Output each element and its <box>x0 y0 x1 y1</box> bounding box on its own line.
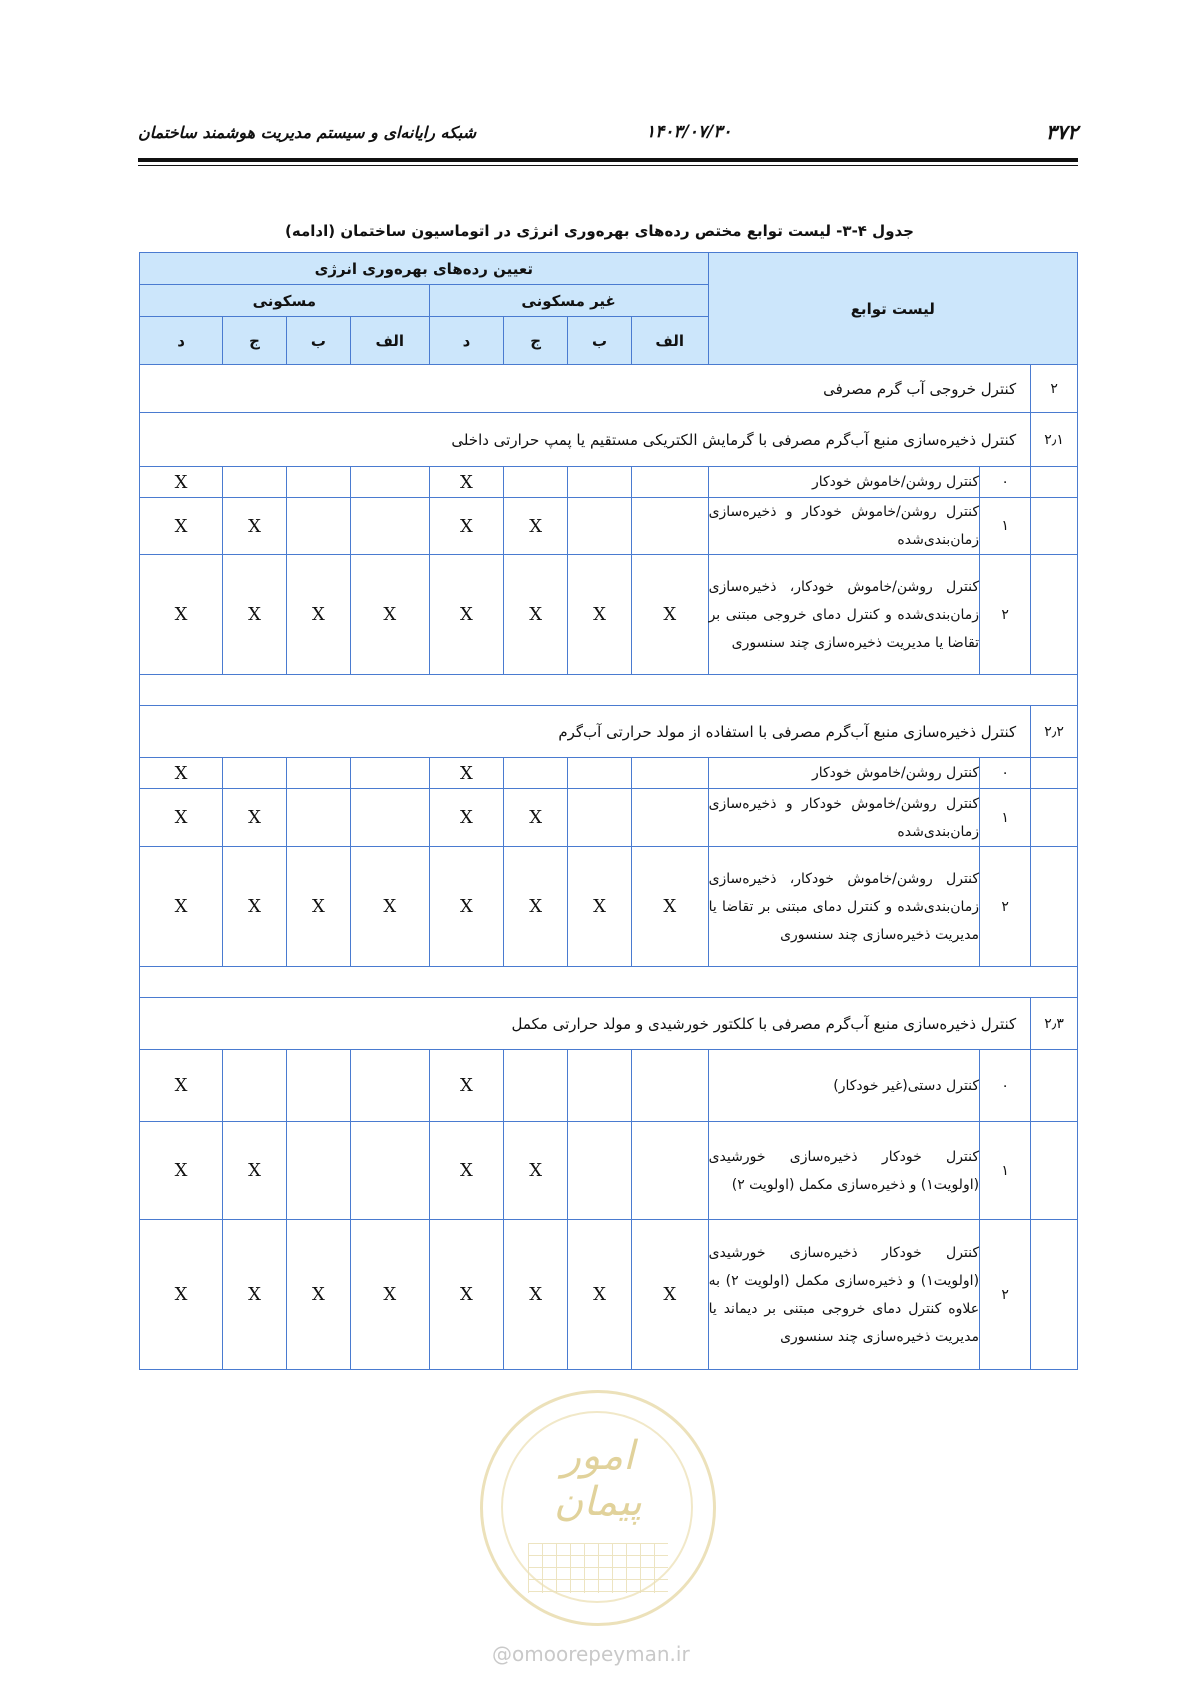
class-mark: X <box>223 847 287 967</box>
class-label: ب <box>287 317 351 365</box>
spacer-row <box>140 967 1078 998</box>
subsection-number: ۲٫۱ <box>1031 413 1078 467</box>
class-mark: X <box>140 1122 223 1220</box>
page-number: ۳۷۲ <box>1045 120 1078 144</box>
class-mark: X <box>350 1220 429 1370</box>
level-number: ۱ <box>980 789 1031 847</box>
class-label: ج <box>504 317 568 365</box>
class-label: الف <box>350 317 429 365</box>
class-mark: X <box>140 1050 223 1122</box>
class-mark: X <box>287 555 351 675</box>
page-header <box>138 120 1078 148</box>
class-mark: X <box>429 555 504 675</box>
class-mark: X <box>140 1220 223 1370</box>
class-mark: X <box>429 1122 504 1220</box>
class-mark: X <box>504 1122 568 1220</box>
class-mark: X <box>223 1220 287 1370</box>
class-mark: X <box>504 847 568 967</box>
non-residential-header: غیر مسکونی <box>429 285 708 317</box>
class-mark: X <box>631 1220 708 1370</box>
header-date: ۱۴۰۳/۰۷/۳۰ <box>646 122 732 142</box>
class-label: ج <box>223 317 287 365</box>
header-title: شبکه رایانه‌ای و سیستم مدیریت هوشمند ساختمان <box>138 123 477 142</box>
subsection-title: کنترل ذخیره‌سازی منبع آب‌گرم مصرفی با کلکتور خورشیدی و مولد حرارتی مکمل <box>140 998 1031 1050</box>
header-rule-thin <box>138 165 1078 166</box>
stamp-seal-logo <box>480 1390 716 1626</box>
class-mark: X <box>140 758 223 789</box>
class-mark: X <box>504 789 568 847</box>
class-mark: X <box>287 847 351 967</box>
subsection-number: ۲٫۳ <box>1031 998 1078 1050</box>
class-mark: X <box>429 467 504 498</box>
level-number: ۱ <box>980 498 1031 555</box>
section-number: ۲ <box>1031 365 1078 413</box>
function-description: کنترل روشن/خاموش خودکار <box>708 758 980 789</box>
level-number: ۰ <box>980 1050 1031 1122</box>
class-mark: X <box>504 498 568 555</box>
function-description: کنترل خودکار ذخیره‌سازی خورشیدی (اولویت۱) و ذخیره‌سازی مکمل (اولویت ۲) به علاوه کنترل دمای خروجی مبتنی بر دیماند یا مدیریت ذخیره‌سازی چند سنسوری <box>708 1220 980 1370</box>
functions-header: لیست توابع <box>708 253 1077 365</box>
class-label: الف <box>631 317 708 365</box>
class-mark: X <box>140 789 223 847</box>
class-mark: X <box>631 555 708 675</box>
seal-grid-pattern <box>528 1543 668 1593</box>
function-description: کنترل روشن/خاموش خودکار و ذخیره‌سازی زمان‌بندی‌شده <box>708 789 980 847</box>
seal-text: امور پیمان <box>554 1433 642 1525</box>
class-mark: X <box>223 555 287 675</box>
class-mark: X <box>140 467 223 498</box>
class-mark: X <box>140 847 223 967</box>
level-number: ۲ <box>980 555 1031 675</box>
class-mark: X <box>429 789 504 847</box>
class-mark: X <box>429 1050 504 1122</box>
function-description: کنترل روشن/خاموش خودکار <box>708 467 980 498</box>
class-label: د <box>140 317 223 365</box>
class-mark: X <box>568 847 632 967</box>
function-description: کنترل خودکار ذخیره‌سازی خورشیدی (اولویت۱) و ذخیره‌سازی مکمل (اولویت ۲) <box>708 1122 980 1220</box>
residential-header: مسکونی <box>140 285 430 317</box>
function-description: کنترل دستی(غیر خودکار) <box>708 1050 980 1122</box>
class-mark: X <box>631 847 708 967</box>
header-rule-thick <box>138 158 1078 162</box>
class-mark: X <box>140 498 223 555</box>
class-mark: X <box>429 847 504 967</box>
class-label: ب <box>568 317 632 365</box>
class-mark: X <box>140 555 223 675</box>
energy-class-table <box>139 252 1078 1370</box>
level-number: ۲ <box>980 847 1031 967</box>
class-mark: X <box>223 789 287 847</box>
class-mark: X <box>504 1220 568 1370</box>
class-mark: X <box>287 1220 351 1370</box>
class-mark: X <box>223 1122 287 1220</box>
class-mark: X <box>350 555 429 675</box>
class-mark: X <box>429 1220 504 1370</box>
level-number: ۰ <box>980 467 1031 498</box>
class-mark: X <box>223 498 287 555</box>
watermark-text: @omoorepeyman.ir <box>492 1642 690 1666</box>
class-mark: X <box>568 1220 632 1370</box>
class-label: د <box>429 317 504 365</box>
subsection-number: ۲٫۲ <box>1031 706 1078 758</box>
class-mark: X <box>568 555 632 675</box>
level-number: ۱ <box>980 1122 1031 1220</box>
class-mark: X <box>504 555 568 675</box>
level-number: ۰ <box>980 758 1031 789</box>
subsection-title: کنترل ذخیره‌سازی منبع آب‌گرم مصرفی با استفاده از مولد حرارتی آب‌گرم <box>140 706 1031 758</box>
table-caption: جدول ۴-۳- لیست توابع مختص رده‌های بهره‌وری انرژی در اتوماسیون ساختمان (ادامه) <box>285 222 914 240</box>
function-description: کنترل روشن/خاموش خودکار و ذخیره‌سازی زمان‌بندی‌شده <box>708 498 980 555</box>
section-title: کنترل خروجی آب گرم مصرفی <box>140 365 1031 413</box>
spacer-row <box>140 675 1078 706</box>
class-mark: X <box>429 758 504 789</box>
function-description: کنترل روشن/خاموش خودکار، ذخیره‌سازی زمان‌بندی‌شده و کنترل دمای مبتنی بر تقاضا یا مدیریت ذخیره‌سازی چند سنسوری <box>708 847 980 967</box>
function-description: کنترل روشن/خاموش خودکار، ذخیره‌سازی زمان‌بندی‌شده و کنترل دمای خروجی مبتنی بر تقاضا یا مدیریت ذخیره‌سازی چند سنسوری <box>708 555 980 675</box>
subsection-title: کنترل ذخیره‌سازی منبع آب‌گرم مصرفی با گرمایش الکتریکی مستقیم یا پمپ حرارتی داخلی <box>140 413 1031 467</box>
classes-header: تعیین رده‌های بهره‌وری انرژی <box>140 253 709 285</box>
class-mark: X <box>429 498 504 555</box>
level-number: ۲ <box>980 1220 1031 1370</box>
class-mark: X <box>350 847 429 967</box>
